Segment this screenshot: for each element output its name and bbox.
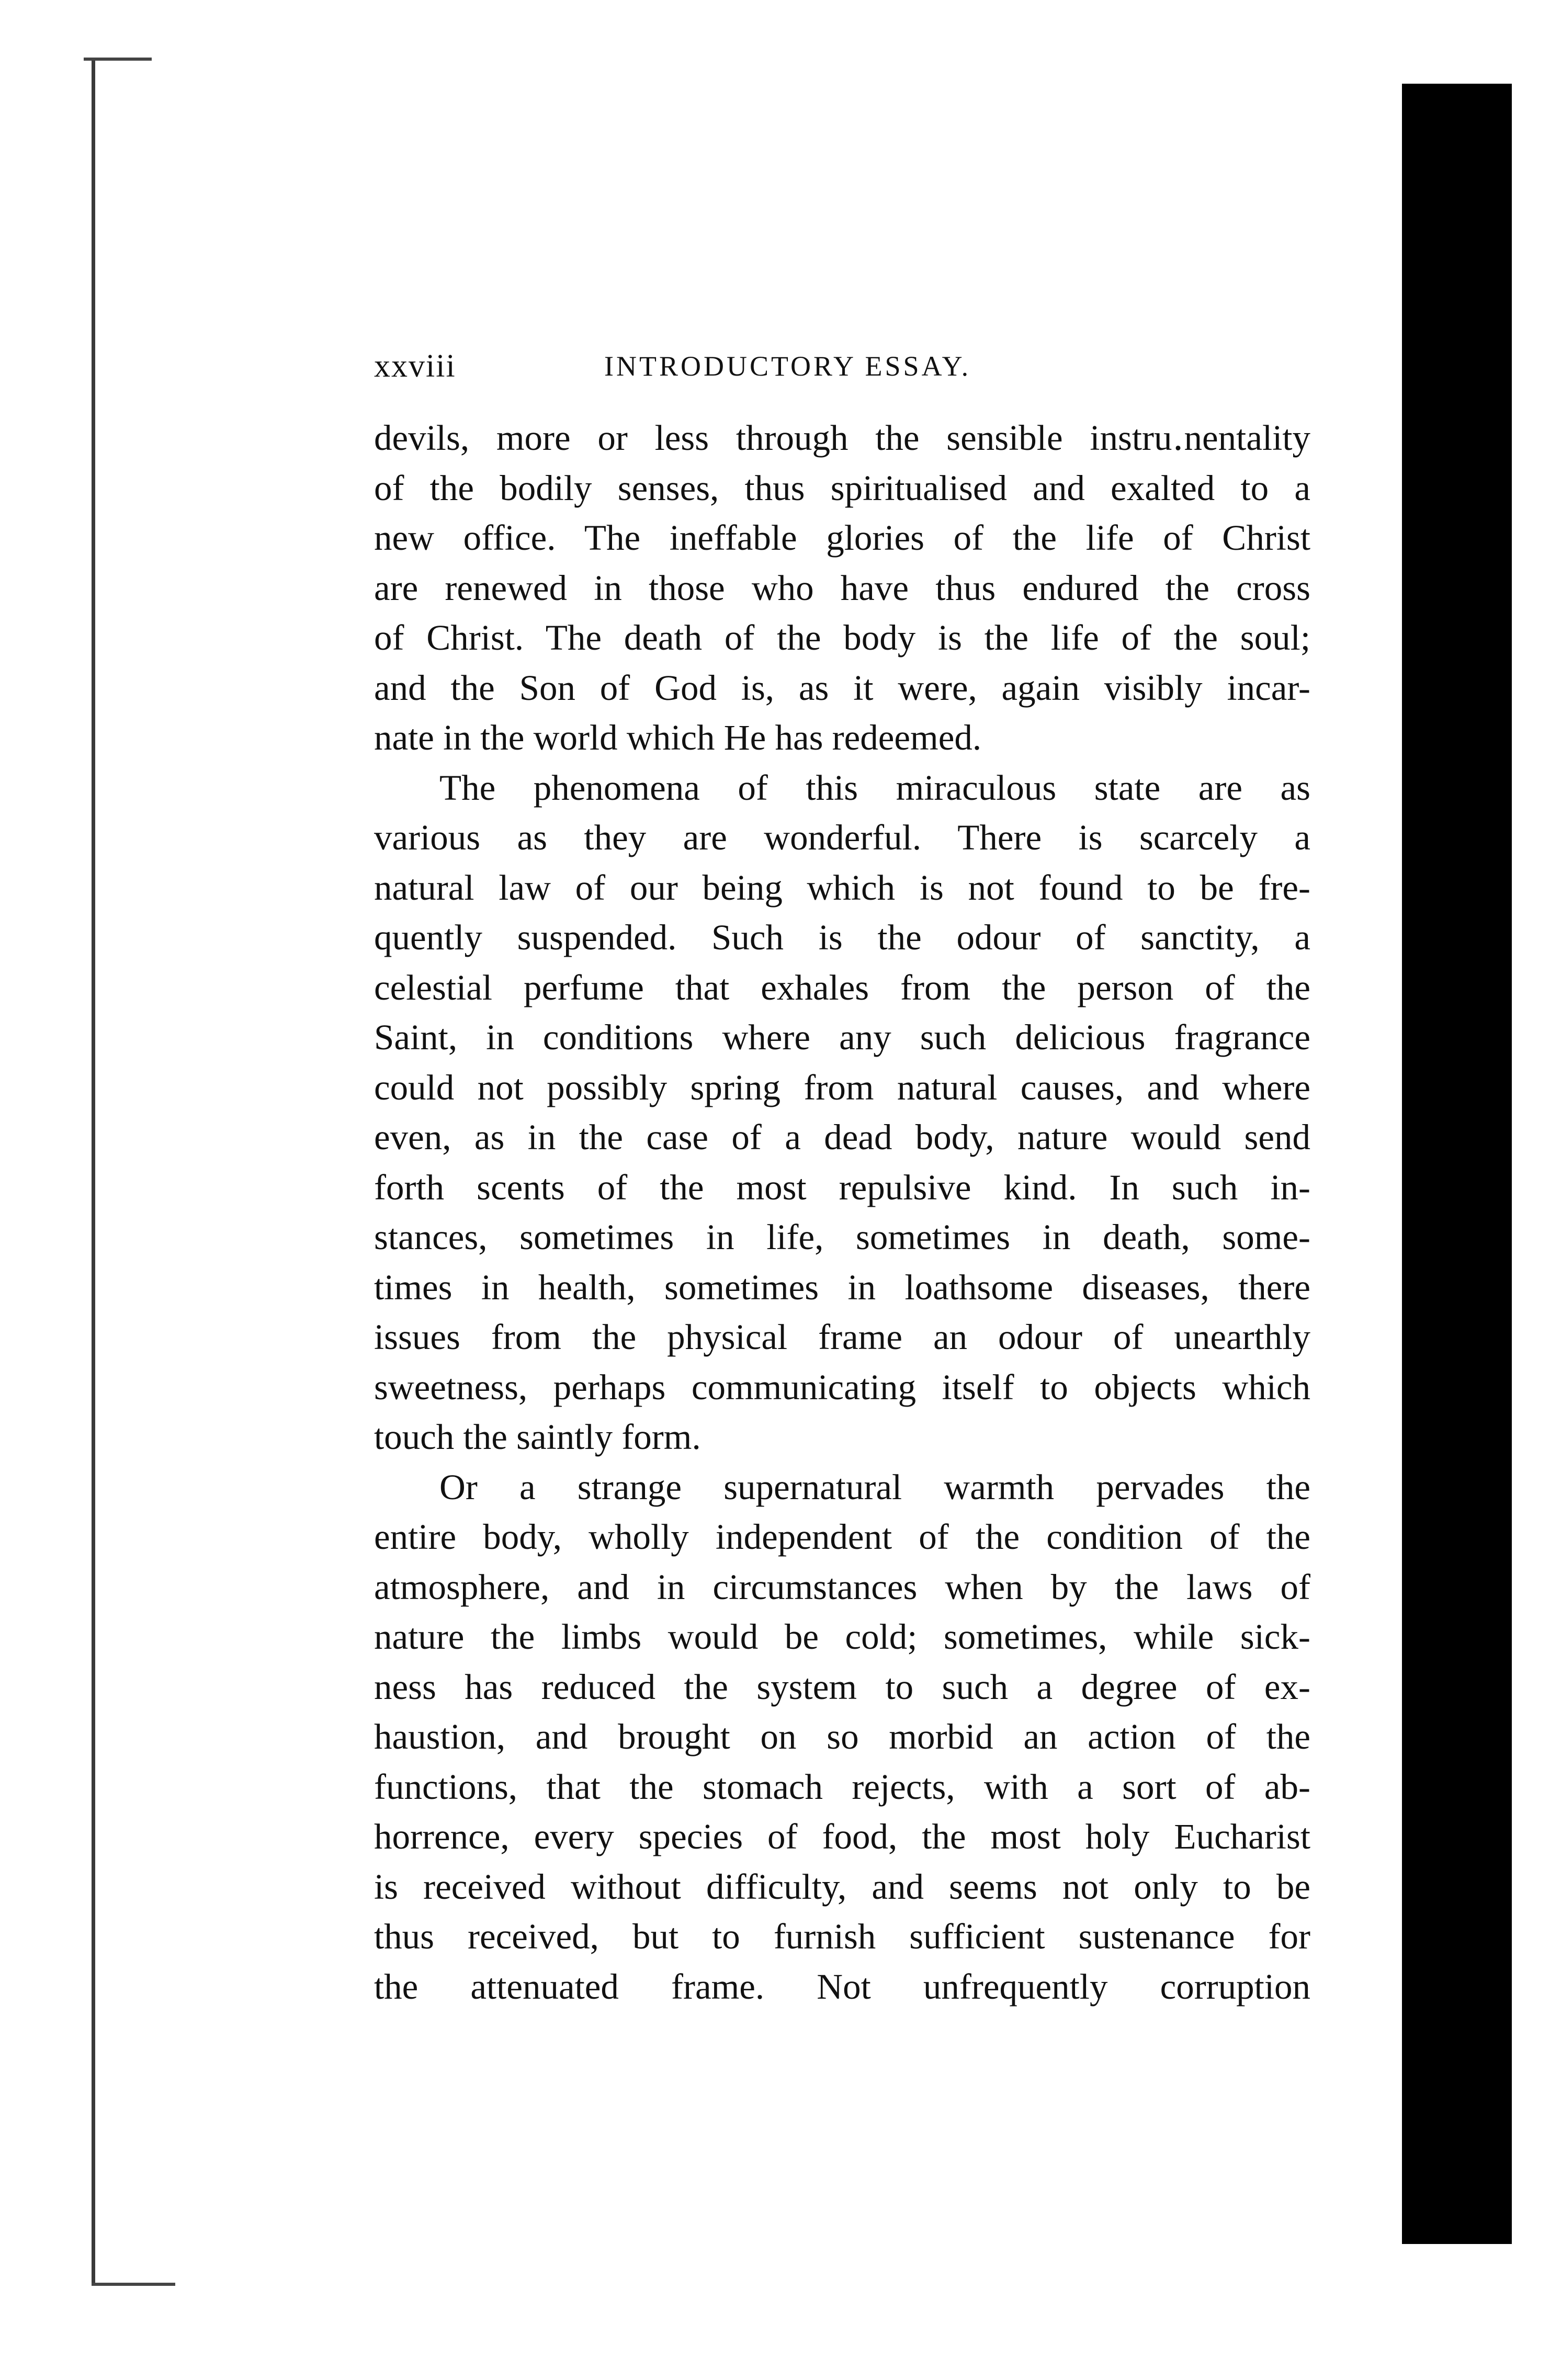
page-number: xxviii [374,348,456,384]
text-line: thus received, but to furnish sufficient sustenance for [374,1917,1310,1956]
text-line: various as they are wonderful. There is scarcely a [374,818,1310,857]
text-line: horrence, every species of food, the most holy Eucharist [374,1817,1310,1856]
text-line: and the Son of God is, as it were, again visibly incar- [374,667,1310,708]
body-text [374,413,1310,2012]
text-line: sweetness, perhaps communicating itself to objects which [374,1367,1310,1407]
text-line: is received without difficulty, and seems not only to be [374,1866,1310,1907]
text-line: new office. The ineffable glories of the life of Christ [374,518,1310,558]
text-line: stances, sometimes in life, sometimes in death, some- [374,1217,1310,1257]
text-line: Saint, in conditions where any such delicious fragrance [374,1017,1310,1057]
running-head-title: INTRODUCTORY ESSAY. [604,350,971,382]
scan-shadow-right [1402,84,1512,2244]
text-line: the attenuated frame. Not unfrequently corruption [374,1966,1310,2007]
text-line: functions, that the stomach rejects, with a sort of ab- [374,1766,1310,1807]
text-line: issues from the physical frame an odour of unearthly [374,1317,1310,1357]
text-line: even, as in the case of a dead body, nature would send [374,1117,1310,1157]
text-line: Or a strange supernatural warmth pervades the [439,1467,1310,1507]
running-head [374,348,1316,395]
text-line: of the bodily senses, thus spiritualised and exalted to a [374,468,1310,508]
text-line: ness has reduced the system to such a degree of ex- [374,1667,1310,1707]
page-edge-top-mark [84,58,152,61]
text-line: are renewed in those who have thus endured the cross [374,568,1310,608]
text-line: devils, more or less through the sensible instru․nentality [374,418,1310,458]
text-line: entire body, wholly independent of the condition of the [374,1517,1310,1557]
text-line: celestial perfume that exhales from the person of the [374,967,1310,1007]
text-line: nate in the world which He has redeemed. [374,718,982,757]
text-line: touch the saintly form. [374,1417,701,1457]
page-edge-bottom-mark [92,2283,175,2286]
text-line: forth scents of the most repulsive kind. In such in- [374,1167,1310,1207]
text-line: times in health, sometimes in loathsome diseases, there [374,1267,1310,1307]
text-line: haustion, and brought on so morbid an action of the [374,1717,1310,1756]
text-line: quently suspended. Such is the odour of sanctity, a [374,917,1310,957]
text-line: of Christ. The death of the body is the life of the soul; [374,618,1310,658]
text-line: nature the limbs would be cold; sometimes, while sick- [374,1617,1310,1657]
text-line: could not possibly spring from natural causes, and where [374,1067,1310,1107]
text-line: natural law of our being which is not found to be fre- [374,867,1310,908]
text-line: atmosphere, and in circumstances when by the laws of [374,1567,1310,1607]
text-line: The phenomena of this miraculous state are as [439,767,1310,808]
page-edge-left [92,58,95,2286]
